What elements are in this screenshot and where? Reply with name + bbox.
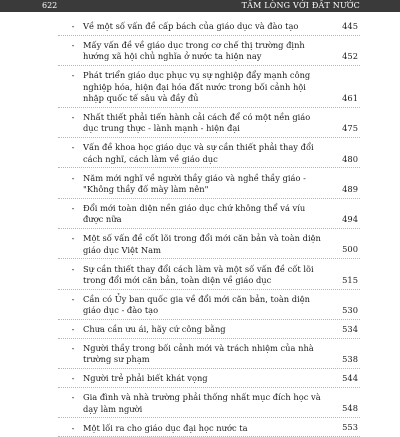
running-title: TẤM LÒNG VỚI ĐẤT NƯỚC [241, 1, 360, 10]
toc-entry-page: 445 [342, 20, 358, 31]
toc-bullet: - [71, 70, 75, 81]
toc-bullet: - [71, 373, 75, 384]
toc-entry-page: 461 [342, 92, 358, 103]
toc-entry [58, 369, 360, 388]
table-of-contents [58, 17, 360, 437]
toc-bullet: - [71, 422, 75, 433]
toc-entry-title: Người thầy trong bối cảnh mới và trách nhiệm của nhà trường sư phạm [83, 343, 314, 365]
toc-entry-page: 489 [342, 183, 358, 194]
toc-entry-page: 500 [342, 244, 358, 255]
toc-entry-title: Chưa cần ưu ái, hãy cứ công bằng [83, 324, 226, 335]
page-number: 622 [42, 1, 58, 10]
toc-bullet: - [71, 392, 75, 403]
toc-entry-title: Phát triển giáo dục phục vụ sự nghiệp đẩy mạnh công nghiệp hóa, hiện đại hóa đất nước trong bối cảnh hội nhập quốc tế sâu và đầy đủ [83, 70, 311, 104]
toc-entry-page: 548 [342, 403, 358, 414]
toc-entry [58, 36, 360, 66]
toc-entry-title: Cần có Ủy ban quốc gia về đổi mới căn bản, toàn diện giáo dục - đào tạo [83, 293, 310, 316]
toc-entry-title: Đổi mới toàn diện nền giáo dục chứ không thể vá víu được nữa [83, 202, 306, 225]
toc-entry [58, 388, 360, 418]
page-header [0, 0, 400, 12]
toc-entry-title: Mấy vấn đề về giáo dục trong cơ chế thị trường định hướng xã hội chủ nghĩa ở nước ta hiện nay [83, 40, 305, 62]
toc-entry-title: Người trẻ phải biết khát vọng [83, 373, 208, 384]
toc-entry [58, 229, 360, 259]
toc-entry-page: 475 [342, 123, 358, 134]
toc-entry [58, 108, 360, 138]
toc-entry [58, 17, 360, 36]
toc-entry-page: 494 [342, 214, 358, 225]
toc-bullet: - [71, 172, 75, 183]
toc-entry-page: 480 [342, 153, 358, 164]
toc-entry [58, 138, 360, 168]
toc-entry [58, 199, 360, 229]
toc-entry-title: Một số vấn đề cốt lõi trong đổi mới căn bản và toàn diện giáo dục Việt Nam [83, 233, 321, 255]
toc-entry [58, 259, 360, 289]
toc-entry-page: 515 [342, 274, 358, 285]
toc-bullet: - [71, 324, 75, 335]
toc-entry-title: Về một số vấn đề cấp bách của giáo dục và đào tạo [83, 21, 299, 32]
toc-bullet: - [71, 21, 75, 32]
toc-entry-page: 544 [342, 373, 358, 384]
toc-entry [58, 339, 360, 369]
toc-entry-title: Gia đình và nhà trường phải thống nhất mục đích học và dạy làm người [83, 392, 321, 414]
toc-bullet: - [71, 233, 75, 244]
toc-entry-page: 530 [342, 305, 358, 316]
toc-entry-title: Năm mới nghĩ về người thầy giáo và nghề thầy giáo - "Không thầy đố mày làm nên" [83, 172, 306, 195]
toc-bullet: - [71, 112, 75, 123]
toc-bullet: - [71, 142, 75, 153]
toc-bullet: - [71, 343, 75, 354]
toc-entry [58, 168, 360, 198]
toc-entry-title: Một lối ra cho giáo dục đại học nước ta [83, 422, 248, 433]
toc-bullet: - [71, 202, 75, 213]
toc-entry-title: Vấn đề khoa học giáo dục và sự cần thiết phải thay đổi cách nghĩ, cách làm về giáo dục [83, 142, 314, 164]
toc-entry-title: Nhất thiết phải tiến hành cải cách để có một nền giáo dục trung thực - lành mạnh - hiện đại [83, 112, 311, 134]
toc-bullet: - [71, 293, 75, 304]
toc-entry [58, 66, 360, 108]
toc-entry-page: 452 [342, 51, 358, 62]
toc-entry-title: Sự cần thiết thay đổi cách làm và một số vấn đề cốt lõi trong đổi mới căn bản, toàn diện về giáo dục [83, 263, 314, 285]
toc-bullet: - [71, 263, 75, 274]
toc-entry [58, 290, 360, 320]
toc-entry [58, 418, 360, 437]
toc-entry-page: 538 [342, 354, 358, 365]
toc-entry-page: 553 [342, 422, 358, 433]
toc-entry [58, 320, 360, 339]
toc-bullet: - [71, 40, 75, 51]
toc-entry-page: 534 [342, 323, 358, 334]
